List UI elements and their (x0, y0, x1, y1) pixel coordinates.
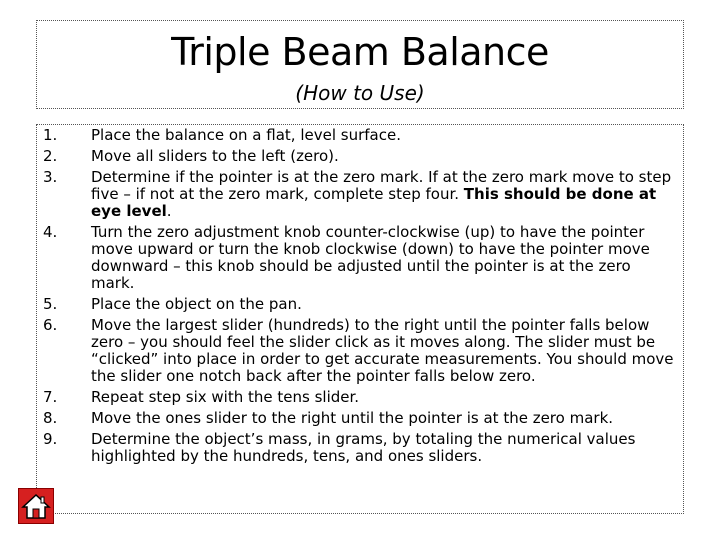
step-number: 7. (43, 388, 58, 406)
step-item (37, 224, 683, 292)
step-item (37, 389, 683, 406)
page-subtitle: (How to Use) (295, 81, 425, 105)
step-item (37, 317, 683, 385)
step-item (37, 296, 683, 313)
page-title: Triple Beam Balance (171, 30, 549, 74)
step-text: Turn the zero adjustment knob counter-clockwise (up) to have the pointer move upward or turn the knob clockwise (down) to have the pointer move downward – this knob should be adjusted until the pointer is at the zero mark. (91, 223, 650, 292)
step-text: Place the balance on a flat, level surface. (91, 126, 401, 144)
step-number: 5. (43, 295, 58, 313)
step-number: 1. (43, 126, 58, 144)
steps-box (36, 124, 684, 514)
step-item (37, 410, 683, 427)
step-text: Place the object on the pan. (91, 295, 302, 313)
step-text: Repeat step six with the tens slider. (91, 388, 360, 406)
step-text: Move the largest slider (hundreds) to the right until the pointer falls below zero – you should feel the slider click as it moves along. The slider must be “clicked” into place in order to get accurate measurements. You should move the slider one notch back after the pointer falls below zero. (91, 316, 674, 385)
step-item (37, 169, 683, 220)
step-text: Determine if the pointer is at the zero mark. If at the zero mark move to step five – if not at the zero mark, complete step four. (91, 168, 672, 203)
step-item (37, 148, 683, 165)
step-item (37, 431, 683, 465)
step-number: 8. (43, 409, 58, 427)
step-text-end: . (166, 202, 172, 220)
home-button[interactable] (18, 488, 54, 524)
title-box (36, 20, 684, 109)
step-item (37, 127, 683, 144)
step-emphasis: This should be done at eye level (91, 185, 657, 220)
step-number: 9. (43, 430, 58, 448)
step-number: 4. (43, 223, 58, 241)
step-text: Move the ones slider to the right until the pointer is at the zero mark. (91, 409, 614, 427)
steps-list (37, 127, 683, 469)
step-number: 3. (43, 168, 58, 186)
home-icon (19, 489, 53, 523)
step-number: 6. (43, 316, 58, 334)
step-number: 2. (43, 147, 58, 165)
step-text: Determine the object’s mass, in grams, by totaling the numerical values highlighted by the hundreds, tens, and ones sliders. (91, 430, 636, 465)
step-text: Move all sliders to the left (zero). (91, 147, 339, 165)
